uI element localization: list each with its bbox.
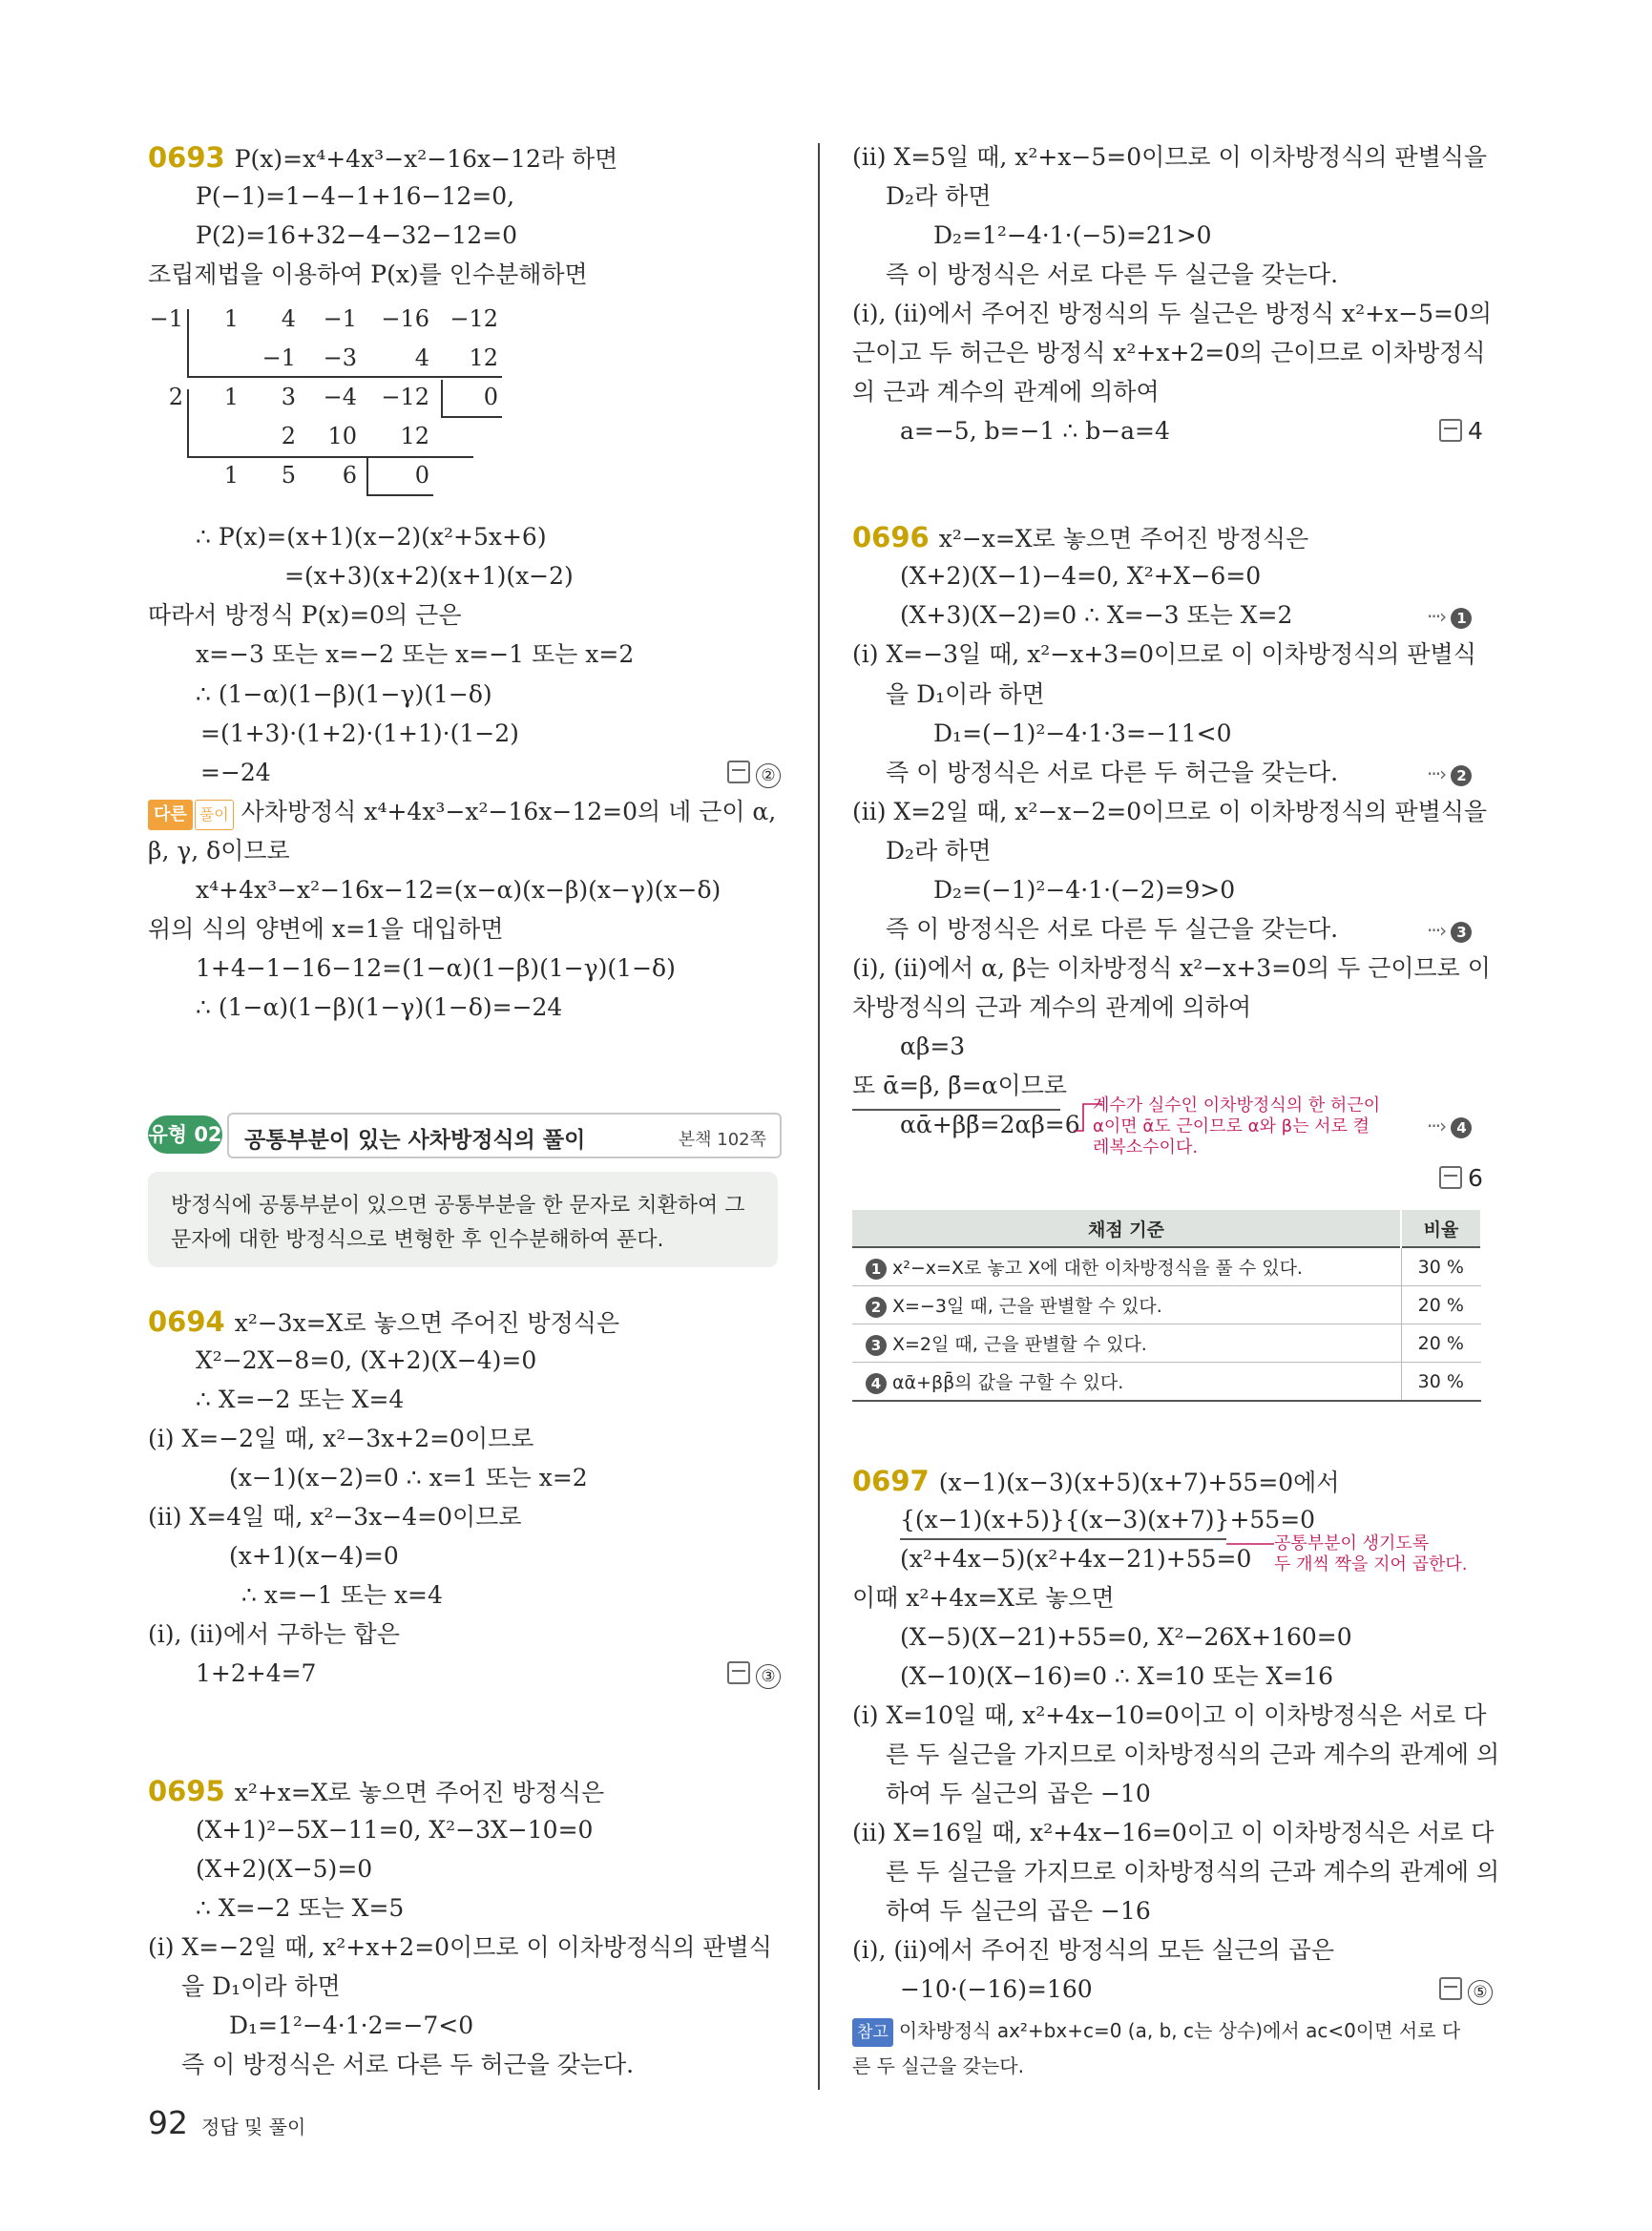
page-label: 정답 및 풀이: [201, 2116, 306, 2138]
step-marker: ···› 3: [1427, 919, 1472, 943]
synthetic-cell: 1: [223, 305, 239, 332]
p0695-line: D₁=1²−4·1·2=−7<0: [229, 2012, 474, 2039]
p0696-line: D₂라 하면: [886, 837, 992, 865]
p0696-line: αβ=3: [900, 1032, 966, 1060]
problem-number: 0697: [852, 1465, 930, 1497]
p0694-line: 1+2+4=7: [196, 1659, 317, 1687]
page-footer: [148, 2104, 305, 2141]
p0696-line: 0696 x²−x=X로 놓으면 주어진 방정식은: [852, 521, 1309, 553]
answer-icon: [1439, 1166, 1462, 1189]
table-row: 1 x²−x=X로 놓고 X에 대한 이차방정식을 풀 수 있다. 30 %: [852, 1247, 1481, 1286]
p0696-line: 을 D₁이라 하면: [886, 680, 1045, 708]
synthetic-rule: [366, 494, 433, 496]
p0693-line: ∴ P(x)=(x+1)(x−2)(x²+5x+6): [196, 523, 547, 551]
type-info-line-1: 방정식에 공통부분이 있으면 공통부분을 한 문자로 치환하여 그: [171, 1194, 745, 1218]
synthetic-cell: 1: [223, 384, 239, 410]
p0695-line: 의 근과 계수의 관계에 의하여: [852, 378, 1160, 406]
p0697-line: (i), (ii)에서 주어진 방정식의 모든 실근의 곱은: [852, 1936, 1335, 1964]
synthetic-rule: [187, 376, 502, 378]
p0694-line: X²−2X−8=0, (X+2)(X−4)=0: [196, 1346, 537, 1374]
synthetic-cell: 5: [281, 462, 296, 489]
p0694-line: (i) X=−2일 때, x²−3x+2=0이므로: [148, 1425, 534, 1452]
p0697-line: {(x−1)(x+5)}{(x−3)(x+7)}+55=0: [900, 1506, 1316, 1533]
p0694-line: (x+1)(x−4)=0: [229, 1542, 399, 1570]
underline-0697: [900, 1538, 1226, 1540]
answer-0693: ②: [727, 759, 781, 788]
p0697-line: 0697 (x−1)(x−3)(x+5)(x+7)+55=0에서: [852, 1465, 1340, 1497]
step-number-badge: 4: [866, 1373, 887, 1394]
problem-number: 0694: [148, 1305, 225, 1338]
p0693-line: =(1+3)·(1+2)·(1+1)·(1−2): [200, 719, 519, 747]
p0695-line: 0695 x²+x=X로 놓으면 주어진 방정식은: [148, 1775, 605, 1807]
p0696-line: (X+3)(X−2)=0 ∴ X=−3 또는 X=2: [900, 601, 1293, 629]
step-number-badge: 3: [866, 1335, 887, 1356]
p0695-line: ∴ X=−2 또는 X=5: [196, 1894, 405, 1922]
p0694-line: ∴ x=−1 또는 x=4: [241, 1581, 443, 1609]
synthetic-cell: −4: [323, 384, 357, 410]
p0693-line: ∴ (1−α)(1−β)(1−γ)(1−δ): [196, 680, 492, 708]
note-0697-connector: [1226, 1536, 1276, 1565]
synthetic-cell: −1: [149, 305, 183, 332]
p0697-line: 하여 두 실근의 곱은 −16: [886, 1897, 1151, 1925]
type-title-box: [227, 1113, 782, 1158]
answer-icon: [727, 761, 750, 783]
p0696-line: (i), (ii)에서 α, β는 이차방정식 x²−x+3=0의 두 근이므로 이: [852, 954, 1491, 982]
synthetic-rule: [187, 456, 473, 458]
p0695-line: (X+1)²−5X−11=0, X²−3X−10=0: [196, 1816, 594, 1844]
underline-0696: [852, 1109, 1060, 1111]
p0695-line: 즉 이 방정식은 서로 다른 두 허근을 갖는다.: [181, 2051, 635, 2078]
problem-number: 0693: [148, 141, 225, 174]
p0696-line: αᾱ+ββ̄=2αβ=6: [900, 1111, 1080, 1138]
synthetic-cell: −12: [381, 384, 429, 410]
p0697-line: (x²+4x−5)(x²+4x−21)+55=0: [900, 1545, 1252, 1573]
other-solution-badge: 다른: [148, 800, 193, 830]
step-marker: ···› 1: [1427, 605, 1472, 629]
p0694-line: (i), (ii)에서 구하는 합은: [148, 1620, 400, 1648]
synthetic-cell: 2: [281, 423, 296, 449]
reference-badge: 참고: [852, 2018, 893, 2047]
step-marker: ···› 2: [1427, 762, 1472, 786]
p0695-line: D₂라 하면: [886, 182, 992, 210]
synthetic-cell: −1: [261, 344, 296, 371]
other-solution-line: 1+4−1−16−12=(1−α)(1−β)(1−γ)(1−δ): [196, 954, 676, 982]
synthetic-cell: −1: [323, 305, 357, 332]
synthetic-cell: 0: [483, 384, 498, 410]
answer-icon: [1439, 419, 1462, 442]
p0695-line: D₂=1²−4·1·(−5)=21>0: [933, 221, 1212, 249]
p0694-line: (x−1)(x−2)=0 ∴ x=1 또는 x=2: [229, 1464, 588, 1491]
p0695-line: 근이고 두 허근은 방정식 x²+x+2=0의 근이므로 이차방정식: [852, 339, 1486, 366]
table-header-criteria: 채점 기준: [852, 1210, 1401, 1247]
p0697-line: −10·(−16)=160: [900, 1975, 1093, 2003]
p0695-line: 즉 이 방정식은 서로 다른 두 실근을 갖는다.: [886, 261, 1339, 288]
step-marker: ···› 4: [1427, 1115, 1472, 1138]
answer-0696: 6: [1439, 1164, 1483, 1193]
note-0696-connector: [1074, 1102, 1102, 1140]
synthetic-cell: 2: [168, 384, 183, 410]
p0695-line: (i), (ii)에서 주어진 방정식의 두 실근은 방정식 x²+x−5=0의: [852, 300, 1492, 327]
p0694-line: ∴ X=−2 또는 X=4: [196, 1386, 405, 1413]
other-solution-line: x⁴+4x³−x²−16x−12=(x−α)(x−β)(x−γ)(x−δ): [196, 876, 721, 904]
p0696-line: 또 ᾱ=β, β̄=α이므로: [852, 1072, 1068, 1099]
synthetic-cell: 6: [342, 462, 357, 489]
p0697-line: (ii) X=16일 때, x²+4x−16=0이고 이 이차방정식은 서로 다: [852, 1819, 1495, 1846]
p0697-line: 하여 두 실근의 곱은 −10: [886, 1780, 1151, 1807]
p0695-line: (ii) X=5일 때, x²+x−5=0이므로 이 이차방정식의 판별식을: [852, 143, 1488, 171]
type-header: [148, 1113, 778, 1157]
type-badge: 유형 02: [148, 1116, 222, 1154]
p0697-line: 른 두 실근을 가지므로 이차방정식의 근과 계수의 관계에 의: [886, 1741, 1500, 1768]
synthetic-cell: 0: [414, 462, 429, 489]
table-row: 3 X=2일 때, 근을 판별할 수 있다. 20 %: [852, 1324, 1481, 1363]
p0696-line: (ii) X=2일 때, x²−x−2=0이므로 이 이차방정식의 판별식을: [852, 798, 1488, 825]
other-solution-line: 위의 식의 양변에 x=1을 대입하면: [148, 915, 504, 943]
answer-0697: ⑤: [1439, 1975, 1493, 2005]
p0697-line: (i) X=10일 때, x²+4x−10=0이고 이 이차방정식은 서로 다: [852, 1701, 1487, 1729]
synthetic-cell: 10: [327, 423, 357, 449]
type-info-box: [148, 1172, 778, 1267]
synthetic-rule: [187, 309, 189, 378]
p0696-line: 차방정식의 근과 계수의 관계에 의하여: [852, 993, 1252, 1021]
p0697-line: 른 두 실근을 가지므로 이차방정식의 근과 계수의 관계에 의: [886, 1858, 1500, 1886]
synthetic-cell: −16: [381, 305, 429, 332]
table-header-ratio: 비율: [1401, 1210, 1481, 1247]
p0697-line: (X−5)(X−21)+55=0, X²−26X+160=0: [900, 1623, 1352, 1651]
p0693-line: 조립제법을 이용하여 P(x)를 인수분해하면: [148, 261, 588, 288]
synthetic-rule: [366, 458, 368, 496]
p0696-line: D₂=(−1)²−4·1·(−2)=9>0: [933, 876, 1236, 904]
p0696-line: 즉 이 방정식은 서로 다른 두 실근을 갖는다.: [886, 915, 1339, 943]
synthetic-division-table: [134, 303, 573, 509]
step-number-badge: 2: [866, 1297, 887, 1318]
p0697-line: (X−10)(X−16)=0 ∴ X=10 또는 X=16: [900, 1662, 1334, 1690]
reference-note: 참고 이차방정식 ax²+bx+c=0 (a, b, c는 상수)에서 ac<0이면 서로 다: [852, 2016, 1460, 2047]
p0696-line: 즉 이 방정식은 서로 다른 두 허근을 갖는다.: [886, 759, 1339, 786]
grading-criteria-table: [852, 1210, 1482, 1402]
synthetic-rule: [441, 416, 502, 418]
p0695-line: a=−5, b=−1 ∴ b−a=4: [900, 417, 1170, 445]
p0694-line: (ii) X=4일 때, x²−3x−4=0이므로: [148, 1503, 522, 1531]
table-row: 4 αᾱ+ββ̄의 값을 구할 수 있다. 30 %: [852, 1363, 1481, 1402]
p0693-line: x=−3 또는 x=−2 또는 x=−1 또는 x=2: [196, 640, 635, 668]
p0696-line: (i) X=−3일 때, x²−x+3=0이므로 이 이차방정식의 판별식: [852, 640, 1476, 668]
answer-0695: 4: [1439, 417, 1483, 446]
type-info-line-2: 문자에 대한 방정식으로 변형한 후 인수분해하여 푼다.: [171, 1228, 664, 1252]
p0696-line: (X+2)(X−1)−4=0, X²+X−6=0: [900, 562, 1262, 590]
p0696-line: D₁=(−1)²−4·1·3=−11<0: [933, 719, 1232, 747]
type-title: 공통부분이 있는 사차방정식의 풀이: [244, 1128, 586, 1153]
problem-number: 0695: [148, 1775, 225, 1807]
other-solution-line: β, γ, δ이므로: [148, 837, 290, 865]
table-row: 2 X=−3일 때, 근을 판별할 수 있다. 20 %: [852, 1286, 1481, 1324]
p0697-line: 이때 x²+4x=X로 놓으면: [852, 1584, 1115, 1612]
step-number-badge: 1: [866, 1259, 887, 1280]
answer-0694: ③: [727, 1659, 781, 1689]
synthetic-cell: 3: [281, 384, 296, 410]
p0693-line: 0693 P(x)=x⁴+4x³−x²−16x−12라 하면: [148, 141, 618, 174]
answer-icon: [1439, 1977, 1462, 2000]
p0695-line: (X+2)(X−5)=0: [196, 1855, 373, 1883]
p0693-line: =(x+3)(x+2)(x+1)(x−2): [284, 562, 574, 590]
synthetic-cell: 4: [414, 344, 429, 371]
answer-icon: [727, 1661, 750, 1684]
synthetic-cell: 12: [400, 423, 429, 449]
synthetic-cell: −3: [323, 344, 357, 371]
p0693-line: P(−1)=1−4−1+16−12=0,: [196, 182, 515, 210]
note-0696: 계수가 실수인 이차방정식의 한 허근이 α이면 ᾱ도 근이므로 α와 β는 서로 켤 레복소수이다.: [1093, 1095, 1381, 1157]
problem-number: 0696: [852, 521, 930, 553]
synthetic-cell: 1: [223, 462, 239, 489]
synthetic-rule: [187, 389, 189, 458]
note-0697: 공통부분이 생기도록 두 개씩 짝을 지어 곱한다.: [1274, 1533, 1468, 1574]
type-reference: 본책 102쪽: [678, 1130, 766, 1150]
reference-note-line-2: 른 두 실근을 갖는다.: [852, 2054, 1024, 2077]
synthetic-cell: −12: [450, 305, 498, 332]
other-solution-badge-2: 풀이: [195, 800, 234, 830]
p0695-line: (i) X=−2일 때, x²+x+2=0이므로 이 이차방정식의 판별식: [148, 1933, 772, 1961]
column-divider: [818, 143, 820, 2090]
other-solution-line: 다른 풀이 사차방정식 x⁴+4x³−x²−16x−12=0의 네 근이 α,: [148, 798, 776, 830]
synthetic-cell: 4: [281, 305, 296, 332]
p0695-line: 을 D₁이라 하면: [181, 1972, 341, 2000]
p0693-line: 따라서 방정식 P(x)=0의 근은: [148, 601, 462, 629]
page-number: 92: [148, 2104, 188, 2141]
p0693-line: =−24: [200, 759, 271, 786]
synthetic-rule: [441, 380, 443, 418]
other-solution-line: ∴ (1−α)(1−β)(1−γ)(1−δ)=−24: [196, 993, 563, 1021]
synthetic-cell: 12: [469, 344, 498, 371]
p0693-line: P(2)=16+32−4−32−12=0: [196, 221, 517, 249]
p0694-line: 0694 x²−3x=X로 놓으면 주어진 방정식은: [148, 1305, 620, 1338]
